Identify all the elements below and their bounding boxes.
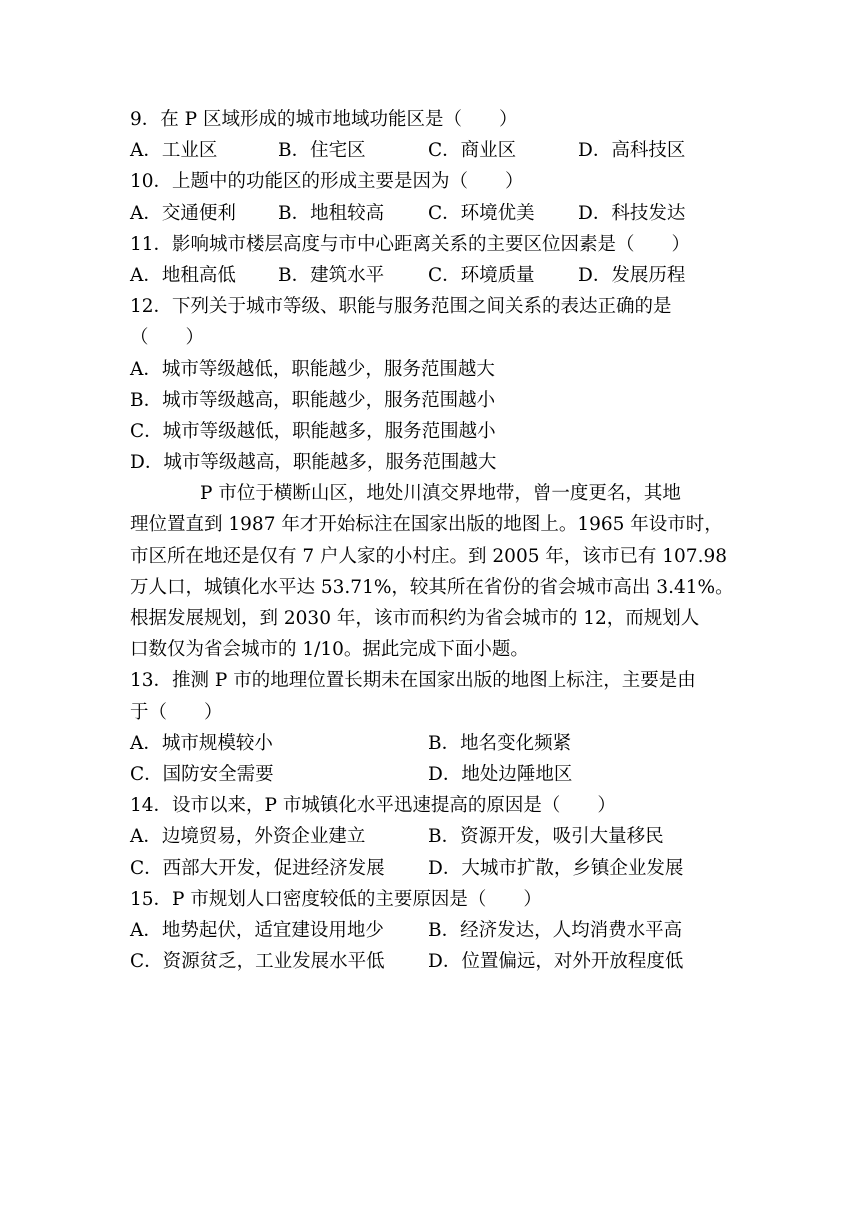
q12-option-b: B．城市等级越高，职能越少，服务范围越小 [130,389,496,411]
q10-option-a: A．交通便利 [130,202,236,224]
q14-option-c: C．西部大开发，促进经济发展 [130,857,385,879]
passage-line: P 市位于横断山区，地处川滇交界地带，曾一度更名，其地 [200,483,681,505]
q13-options-row2 [130,759,730,790]
q11-options [130,260,730,291]
q15-option-d: D．位置偏远，对外开放程度低 [428,951,684,973]
passage-line: 市区所在地还是仅有 7 户人家的小村庄。到 2005 年，该市已有 107.98 [130,545,727,567]
passage-line: 口数仅为省会城市的 1/10。据此完成下面小题。 [130,639,529,661]
q15-stem: 15．P 市规划人口密度较低的主要原因是（ ） [130,888,542,910]
passage-line: 理位置直到 1987 年才开始标注在国家出版的地图上。1965 年设市时， [130,514,723,536]
q13-option-c: C．国防安全需要 [130,763,274,785]
q13-stem-line1: 13．推测 P 市的地理位置长期未在国家出版的地图上标注，主要是由 [130,670,696,692]
q10-option-c: C．环境优美 [428,202,535,224]
q12-option-c: C．城市等级越低，职能越多，服务范围越小 [130,420,496,442]
q14-option-b: B．资源开发，吸引大量移民 [428,826,664,848]
q9-option-c: C．商业区 [428,140,517,162]
passage-line: 万人口，城镇化水平达 53.71%，较其所在省份的省会城市高出 3.41%。 [130,576,734,598]
q9-stem: 9．在 P 区域形成的城市地域功能区是（ ） [130,109,518,130]
q9-options [130,135,730,166]
q14-options-row2 [130,853,730,884]
q9-option-a: A．工业区 [130,140,218,162]
q10-stem: 10．上题中的功能区的形成主要是因为（ ） [130,171,524,193]
q15-option-b: B．经济发达，人均消费水平高 [428,919,683,941]
q11-option-d: D．发展历程 [578,264,686,286]
q12-option-a: A．城市等级越低，职能越少，服务范围越大 [130,358,495,380]
q13-option-d: D．地处边陲地区 [428,763,573,785]
q11-stem: 11．影响城市楼层高度与市中心距离关系的主要区位因素是（ ） [130,233,691,255]
q13-option-b: B．地名变化频紧 [428,732,572,754]
q15-options-row2 [130,946,730,977]
q14-option-d: D．大城市扩散，乡镇企业发展 [428,857,684,879]
q12-stem-line1: 12．下列关于城市等级、职能与服务范围之间关系的表达正确的是 [130,296,672,318]
q12-stem-line2: （ ） [130,327,205,349]
q13-options-row1 [130,728,730,759]
q11-option-b: B．建筑水平 [278,264,385,286]
q10-option-b: B．地租较高 [278,202,385,224]
q10-option-d: D．科技发达 [578,202,686,224]
exam-page [130,104,734,977]
q9-option-b: B．住宅区 [278,140,366,162]
q13-stem-line2: 于（ ） [130,701,223,723]
passage-line: 根据发展规划，到 2030 年，该市而积约为省会城市的 12，而规划人 [130,608,700,629]
q15-options-row1 [130,915,730,946]
q15-option-c: C．资源贫乏，工业发展水平低 [130,951,385,973]
q15-option-a: A．地势起伏，适宜建设用地少 [130,919,384,941]
q14-option-a: A．边境贸易，外资企业建立 [130,826,366,848]
q9-option-d: D．高科技区 [578,140,686,162]
q13-option-a: A．城市规模较小 [130,732,273,754]
q12-option-d: D．城市等级越高，职能越多，服务范围越大 [130,452,497,474]
q11-option-a: A．地租高低 [130,264,236,286]
passage [130,478,734,665]
q10-options [130,198,730,229]
q14-options-row1 [130,821,730,852]
q14-stem: 14．设市以来，P 市城镇化水平迅速提高的原因是（ ） [130,795,616,817]
q11-option-c: C．环境质量 [428,264,535,286]
